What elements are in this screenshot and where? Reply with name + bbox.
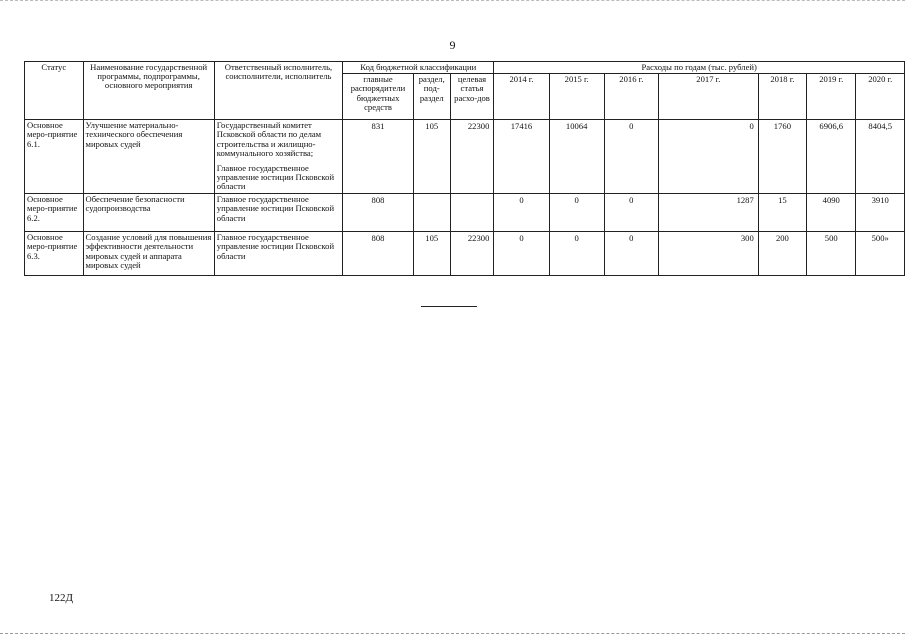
header-year-2016: 2016 г. — [604, 74, 658, 120]
header-main-managers: главные распорядители бюджетных средств — [343, 74, 414, 120]
row-grbs: 808 — [343, 232, 414, 276]
row-rz: 105 — [413, 232, 450, 276]
row-value-2014: 0 — [494, 194, 549, 232]
row-value-2016: 0 — [604, 120, 658, 194]
footer-code: 122Д — [49, 592, 74, 604]
separator-line — [421, 306, 477, 307]
row-grbs: 808 — [343, 194, 414, 232]
row-grbs: 831 — [343, 120, 414, 194]
row-value-2018: 1760 — [758, 120, 806, 194]
table-row — [25, 194, 905, 232]
row-value-2017: 300 — [658, 232, 758, 276]
header-section: раздел, под-раздел — [413, 74, 450, 120]
header-target-article: целевая статья расхо-дов — [450, 74, 494, 120]
header-status: Статус — [25, 62, 84, 120]
row-value-2019: 6906,6 — [807, 120, 856, 194]
row-value-2020: 3910 — [856, 194, 905, 232]
page-number: 9 — [449, 38, 456, 52]
header-year-2015: 2015 г. — [549, 74, 604, 120]
row-value-2018: 200 — [758, 232, 806, 276]
row-name: Улучшение материально-технического обеспечения мировых судей — [83, 120, 214, 194]
row-value-2014: 0 — [494, 232, 549, 276]
header-row-1 — [25, 62, 905, 74]
header-name: Наименование государственной программы, подпрограммы, основного мероприятия — [83, 62, 214, 120]
row-status: Основное меро-приятие 6.1. — [25, 120, 84, 194]
header-year-2014: 2014 г. — [494, 74, 549, 120]
row-name: Обеспечение безопасности судопроизводства — [83, 194, 214, 232]
row-value-2019: 4090 — [807, 194, 856, 232]
row-value-2016: 0 — [604, 232, 658, 276]
row-value-2018: 15 — [758, 194, 806, 232]
row-value-2016: 0 — [604, 194, 658, 232]
row-value-2020: 500» — [856, 232, 905, 276]
row-csr: 22300 — [450, 232, 494, 276]
row-value-2015: 0 — [549, 232, 604, 276]
header-responsible: Ответственный исполнитель, соисполнители, исполнитель — [214, 62, 342, 120]
row-status: Основное меро-приятие 6.3. — [25, 232, 84, 276]
table-row — [25, 232, 905, 276]
header-year-2019: 2019 г. — [807, 74, 856, 120]
row-status: Основное меро-приятие 6.2. — [25, 194, 84, 232]
row-value-2020: 8404,5 — [856, 120, 905, 194]
row-rz — [413, 194, 450, 232]
row-responsible-1: Государственный комитет Псковской области по делам строительства и жилищно-коммунального хозяйства; — [216, 120, 322, 158]
row-csr — [450, 194, 494, 232]
row-value-2015: 0 — [549, 194, 604, 232]
row-rz: 105 — [413, 120, 450, 194]
row-value-2015: 10064 — [549, 120, 604, 194]
row-responsible: Главное государственное управление юстиции Псковской области — [214, 232, 342, 276]
row-value-2014: 17416 — [494, 120, 549, 194]
scan-edge-top — [0, 0, 905, 1]
row-csr: 22300 — [450, 120, 494, 194]
row-responsible — [214, 120, 342, 194]
header-year-2020: 2020 г. — [856, 74, 905, 120]
budget-table — [24, 61, 905, 276]
row-value-2019: 500 — [807, 232, 856, 276]
header-budget-code: Код бюджетной классификации — [343, 62, 494, 74]
table-row — [25, 120, 905, 194]
scan-edge-bottom — [0, 633, 905, 634]
row-value-2017: 0 — [658, 120, 758, 194]
row-responsible-2: Главное государственное управление юстиции Псковской области — [216, 163, 335, 192]
header-year-2018: 2018 г. — [758, 74, 806, 120]
header-expenses: Расходы по годам (тыс. рублей) — [494, 62, 905, 74]
row-value-2017: 1287 — [658, 194, 758, 232]
header-year-2017: 2017 г. — [658, 74, 758, 120]
row-responsible: Главное государственное управление юстиции Псковской области — [214, 194, 342, 232]
row-name: Создание условий для повышения эффективности деятельности мировых судей и аппарата мировых судей — [83, 232, 214, 276]
